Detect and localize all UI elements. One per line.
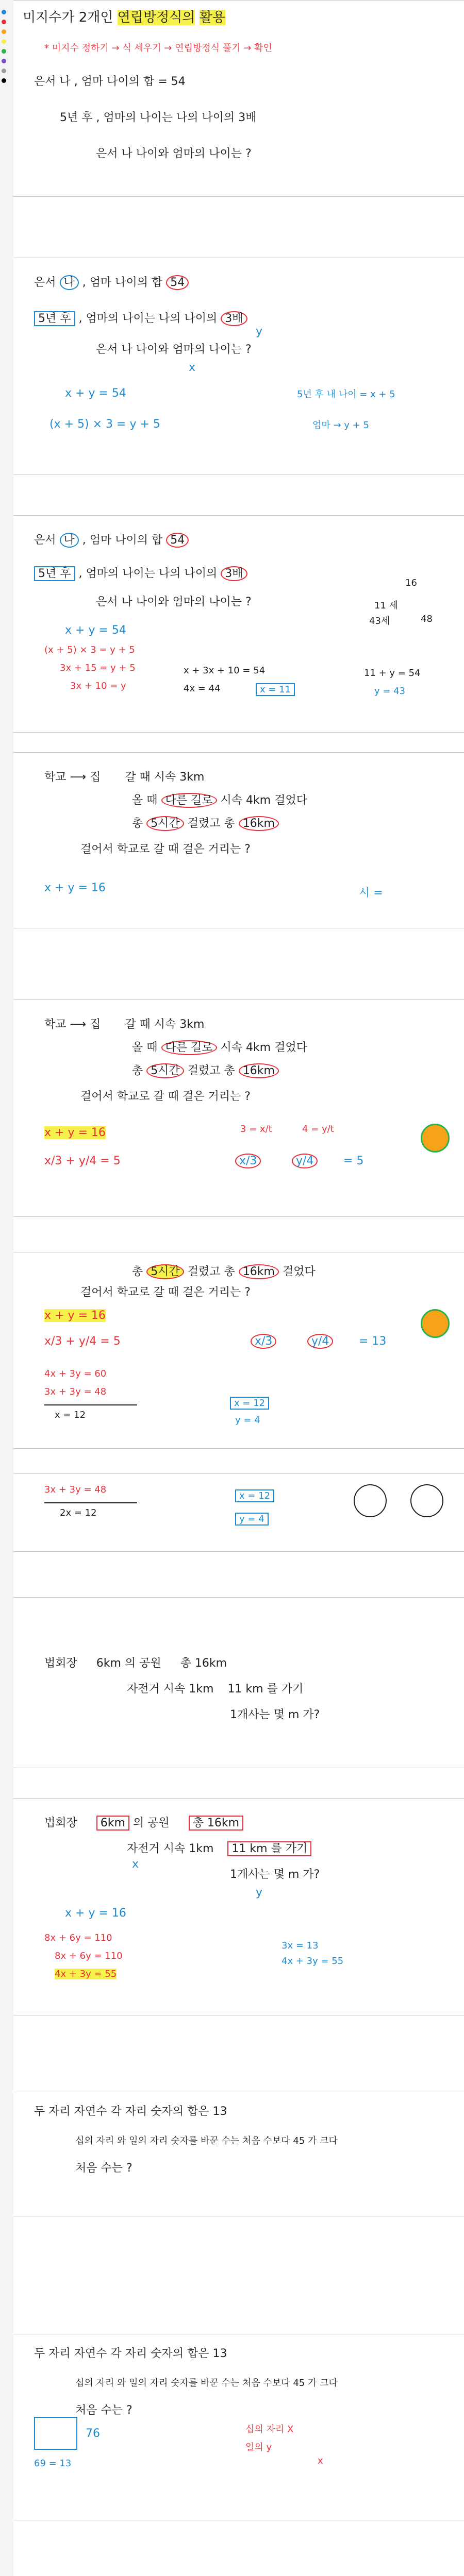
problem-question: 걸어서 학교로 갈 때 걸은 거리는 ? — [80, 843, 251, 856]
note-page-3 — [13, 515, 464, 733]
problem-line-2: 자전거 시속 1km 11 km 를 가기 — [127, 1683, 304, 1696]
problem-line-2: 자전거 시속 1km 11 km 를 가기 — [127, 1840, 311, 1856]
equation-1: x + y = 16 — [44, 1309, 106, 1322]
problem-line-1: 은서 나 , 엄마 나이의 합 54 — [34, 531, 189, 547]
problem-question: 처음 수는 ? — [75, 2404, 132, 2417]
side-note-1: 5년 후 내 나이 = x + 5 — [297, 389, 395, 400]
problem-line-1: 은서 나 , 엄마 나이의 합 = 54 — [34, 75, 186, 88]
note-page-8 — [13, 1597, 464, 1768]
rate-note-2: 4 = y/t — [302, 1124, 334, 1134]
color-swatch[interactable] — [2, 29, 6, 34]
title-highlight-2: 활용 — [199, 10, 225, 25]
equation-3: 8x + 6y = 110 — [55, 1951, 123, 1961]
equation-2: 2x = 12 — [60, 1507, 97, 1518]
side-calc-2: 11 세 — [374, 600, 399, 611]
equation-1: x + y = 16 — [44, 1126, 106, 1139]
time-label: 시 = — [359, 887, 383, 900]
note-page-9 — [13, 1798, 464, 2015]
problem-question: 은서 나 나이와 엄마의 나이는 ? — [96, 147, 252, 160]
var-x-label: x — [189, 361, 196, 374]
tens-digit-note: 십의 자리 X — [245, 2424, 294, 2435]
subtraction-line — [44, 1502, 137, 1503]
problem-line-3: 총 5시간 걸렸고 총 16km — [132, 1062, 279, 1078]
equation-4: 3x + 3y = 48 — [44, 1386, 107, 1397]
note-page-4 — [13, 752, 464, 928]
sum-example: 69 = 13 — [34, 2458, 72, 2469]
diagram-circle-icon — [410, 1484, 443, 1517]
problem-line-2: 올 때 다른 길로 시속 4km 걸었다 — [132, 1041, 307, 1054]
fraction-1: x/3 — [251, 1335, 276, 1348]
problem-line-1: 학교 ⟶ 집 갈 때 시속 3km — [44, 1018, 205, 1031]
problem-line-2: 5년 후 , 엄마의 나이는 나의 나이의 3배 — [60, 111, 257, 124]
equation-6: 4x = 44 — [184, 683, 221, 694]
side-calc-3: 43세 — [369, 616, 390, 626]
problem-question: 처음 수는 ? — [75, 2162, 132, 2175]
equation-1: x + y = 54 — [65, 624, 126, 637]
problem-question: 1개사는 몇 m 가? — [230, 1708, 320, 1721]
color-swatch[interactable] — [2, 59, 6, 63]
subtraction-line — [44, 1404, 137, 1405]
fraction-2: y/4 — [292, 1155, 318, 1167]
steps-note: * 미지수 정하기 → 식 세우기 → 연립방정식 풀기 → 확인 — [44, 43, 272, 54]
color-swatch[interactable] — [2, 10, 6, 14]
problem-line-2: 올 때 다른 길로 시속 4km 걸었다 — [132, 794, 307, 807]
number-example: 76 — [86, 2427, 100, 2440]
problem-question: 은서 나 나이와 엄마의 나이는 ? — [96, 343, 252, 356]
equation-3: 3x + 15 = y + 5 — [60, 663, 136, 673]
color-palette-top[interactable] — [1, 7, 12, 86]
problem-line-1: 두 자리 자연수 각 자리 숫자의 합은 13 — [34, 2105, 227, 2118]
problem-line-1: 법회장 6km 의 공원 총 16km — [44, 1657, 227, 1670]
note-page-10 — [13, 2092, 464, 2216]
var-x-note: x — [318, 2455, 323, 2466]
equation-1: x + y = 54 — [65, 387, 126, 400]
title-text: 미지수가 2개인 — [23, 10, 113, 25]
answer-x: x = 12 — [235, 1489, 274, 1502]
place-value-box-icon — [34, 2417, 77, 2450]
side-calc-5: 11 + y = 54 — [364, 668, 421, 679]
note-page-6 — [13, 1252, 464, 1449]
fraction-2: y/4 — [307, 1335, 333, 1348]
fraction-1: x/3 — [235, 1155, 261, 1167]
problem-line-1: 법회장 6km 의 공원 총 16km — [44, 1814, 243, 1830]
clock-doodle-icon — [421, 1309, 450, 1338]
problem-line-2: 5년 후 , 엄마의 나이는 나의 나이의 3배 — [34, 310, 247, 326]
rate-note-1: 3 = x/t — [240, 1124, 272, 1134]
note-page-1 — [13, 0, 464, 197]
side-calc-1: 3x = 13 — [281, 1940, 319, 1951]
note-page-7 — [13, 1473, 464, 1552]
side-note-2: 엄마 → y + 5 — [312, 420, 369, 431]
clock-doodle-icon — [421, 1124, 450, 1153]
equation-right: = 13 — [359, 1335, 387, 1348]
problem-line-2: 5년 후 , 엄마의 나이는 나의 나이의 3배 — [34, 565, 247, 581]
ones-digit-note: 일의 y — [245, 2442, 272, 2453]
equation-4: 3x + 10 = y — [70, 681, 126, 691]
answer-y: y = 4 — [235, 1415, 260, 1426]
problem-question: 걸어서 학교로 갈 때 걸은 거리는 ? — [80, 1090, 251, 1103]
problem-line-2: 십의 자리 와 일의 자리 숫자를 바꾼 수는 처음 수보다 45 가 크다 — [75, 2136, 338, 2146]
note-page-11 — [13, 2334, 464, 2520]
problem-line-1: 두 자리 자연수 각 자리 숫자의 합은 13 — [34, 2347, 227, 2360]
answer-y: y = 43 — [374, 686, 406, 697]
note-page-5 — [13, 999, 464, 1217]
equation-2: (x + 5) × 3 = y + 5 — [49, 418, 160, 431]
equation-1: 3x + 3y = 48 — [44, 1484, 107, 1495]
problem-question: 걸어서 학교로 갈 때 걸은 거리는 ? — [80, 1286, 251, 1299]
problem-line-1: 은서 나 , 엄마 나이의 합 54 — [34, 274, 189, 290]
equation-1: x + y = 16 — [65, 1907, 126, 1920]
equation-2: x/3 + y/4 = 5 — [44, 1335, 121, 1348]
answer-x: x = 11 — [256, 683, 295, 696]
note-page-2 — [13, 258, 464, 475]
problem-line-2: 십의 자리 와 일의 자리 숫자를 바꾼 수는 처음 수보다 45 가 크다 — [75, 2378, 338, 2388]
equation-3: 4x + 3y = 60 — [44, 1368, 107, 1379]
var-x-label: x — [132, 1858, 139, 1871]
side-calc-1: 16 — [405, 578, 417, 588]
problem-line-3: 총 5시간 걸렸고 총 16km — [132, 815, 279, 831]
problem-question: 은서 나 나이와 엄마의 나이는 ? — [96, 596, 252, 608]
equation-2: (x + 5) × 3 = y + 5 — [44, 645, 135, 655]
side-calc-2: 4x + 3y = 55 — [281, 1956, 344, 1967]
equation-4: 4x + 3y = 55 — [55, 1969, 117, 1979]
equation-1: x + y = 16 — [44, 882, 106, 894]
equation-right: = 5 — [343, 1155, 364, 1167]
equation-5: x + 3x + 10 = 54 — [184, 665, 266, 676]
problem-line-1: 총 5시간 걸렸고 총 16km 걸었다 — [132, 1265, 316, 1278]
color-swatch[interactable] — [2, 78, 6, 83]
color-swatch[interactable] — [2, 69, 6, 73]
answer-x: x = 12 — [230, 1397, 269, 1410]
equation-2: 8x + 6y = 110 — [44, 1933, 112, 1943]
title-highlight: 연립방정식의 — [117, 10, 195, 25]
problem-line-1: 학교 ⟶ 집 갈 때 시속 3km — [44, 771, 205, 784]
diagram-circle-icon — [354, 1484, 387, 1517]
equation-2: x/3 + y/4 = 5 — [44, 1155, 121, 1167]
color-swatch[interactable] — [2, 20, 6, 24]
color-swatch[interactable] — [2, 39, 6, 44]
var-y-label: y — [256, 1886, 263, 1899]
page-title — [23, 7, 225, 26]
var-y-label: y — [256, 325, 263, 338]
side-calc-4: 48 — [421, 614, 433, 624]
color-swatch[interactable] — [2, 49, 6, 54]
problem-question: 1개사는 몇 m 가? — [230, 1868, 320, 1881]
equation-5: x = 12 — [55, 1410, 86, 1420]
color-palette-sidebar — [0, 0, 13, 2576]
answer-y: y = 4 — [235, 1513, 269, 1526]
